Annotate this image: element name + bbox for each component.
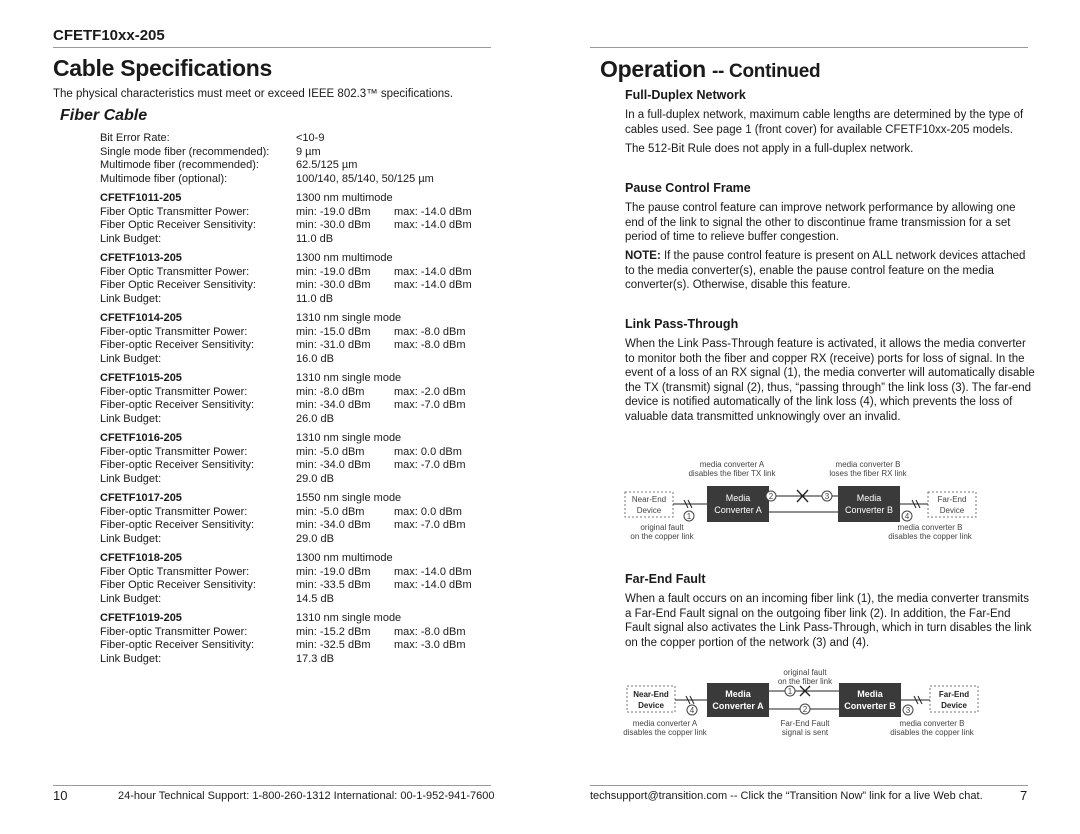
model-header-row bbox=[100, 612, 472, 626]
d1-far-end-1: Far-End bbox=[937, 495, 967, 504]
general-spec-row bbox=[100, 132, 472, 146]
d2-bot-a-1: media converter A bbox=[632, 719, 698, 728]
spec-min: 16.0 dB bbox=[296, 352, 334, 365]
model-spec-row bbox=[100, 326, 472, 340]
spec-max: max: -14.0 dBm bbox=[394, 579, 472, 591]
model-spec-group bbox=[100, 372, 472, 426]
general-spec-row bbox=[100, 146, 472, 160]
model-name: CFETF1011-205 bbox=[100, 192, 182, 204]
footer-divider-left bbox=[53, 785, 491, 786]
intro-text: The physical characteristics must meet or exceed IEEE 802.3™ specifications. bbox=[53, 88, 454, 100]
model-spec-row bbox=[100, 279, 472, 293]
d1-top-b-2: loses the fiber RX link bbox=[829, 469, 907, 478]
operation-title-suffix: -- Continued bbox=[712, 61, 821, 82]
spec-label: Fiber-optic Receiver Sensitivity: bbox=[100, 459, 255, 471]
spec-min: min: -33.5 dBm bbox=[296, 579, 371, 591]
spec-max: max: -7.0 dBm bbox=[394, 519, 466, 531]
spec-max: max: -8.0 dBm bbox=[394, 339, 466, 351]
model-type: 1310 nm single mode bbox=[296, 432, 402, 444]
spec-min: min: -30.0 dBm bbox=[296, 279, 371, 291]
spec-label: Link Budget: bbox=[100, 532, 162, 545]
model-name: CFETF1018-205 bbox=[100, 552, 182, 564]
spec-label: Fiber-optic Receiver Sensitivity: bbox=[100, 339, 255, 351]
spec-label: Link Budget: bbox=[100, 292, 162, 305]
model-spec-group bbox=[100, 552, 472, 606]
model-spec-row bbox=[100, 459, 472, 473]
model-spec-group bbox=[100, 432, 472, 486]
spec-min: min: -31.0 dBm bbox=[296, 339, 371, 351]
general-spec-row bbox=[100, 159, 472, 173]
spec-label: Fiber-optic Receiver Sensitivity: bbox=[100, 399, 255, 411]
model-type: 1310 nm single mode bbox=[296, 372, 402, 384]
d1-top-b-1: media converter B bbox=[835, 460, 901, 469]
model-header-row bbox=[100, 432, 472, 446]
section-title: Fiber Cable bbox=[60, 107, 148, 124]
spec-min: min: -5.0 dBm bbox=[296, 445, 365, 458]
spec-min: min: -19.0 dBm bbox=[296, 205, 371, 218]
spec-min: 29.0 dB bbox=[296, 472, 334, 485]
link-pass-through-diagram bbox=[620, 458, 985, 544]
spec-max: max: -14.0 dBm bbox=[394, 279, 472, 291]
page-number-left: 10 bbox=[53, 788, 68, 803]
spec-max: max: -14.0 dBm bbox=[394, 205, 472, 218]
d1-num1: 1 bbox=[686, 512, 692, 521]
model-name: CFETF1016-205 bbox=[100, 432, 182, 444]
d2-conv-b-1: Media bbox=[857, 689, 883, 699]
model-header-row bbox=[100, 372, 472, 386]
d1-converter-b bbox=[838, 486, 900, 522]
d1-num4: 4 bbox=[904, 512, 910, 521]
model-code: CFETF10xx-205 bbox=[53, 27, 165, 44]
d2-bot-mid-2: signal is sent bbox=[781, 728, 829, 737]
spec-min: 26.0 dB bbox=[296, 412, 334, 425]
model-type: 1300 nm multimode bbox=[296, 192, 393, 204]
spec-min: 17.3 dB bbox=[296, 652, 334, 665]
d1-conv-a-1: Media bbox=[725, 493, 751, 503]
d2-num2: 2 bbox=[802, 705, 808, 714]
spec-min: min: -15.2 dBm bbox=[296, 625, 371, 638]
model-spec-row bbox=[100, 413, 472, 427]
model-type: 1300 nm multimode bbox=[296, 252, 393, 264]
spec-label: Multimode fiber (recommended): bbox=[100, 159, 259, 171]
model-specs bbox=[100, 192, 472, 666]
pc-heading: Pause Control Frame bbox=[625, 181, 751, 195]
operation-title bbox=[600, 56, 820, 83]
model-name: CFETF1013-205 bbox=[100, 252, 182, 264]
d1-conv-b-2: Converter B bbox=[844, 505, 894, 515]
spec-label: Link Budget: bbox=[100, 652, 162, 665]
model-spec-row bbox=[100, 593, 472, 607]
model-spec-row bbox=[100, 353, 472, 367]
model-name: CFETF1017-205 bbox=[100, 492, 182, 504]
model-spec-group bbox=[100, 492, 472, 546]
page-title: Cable Specifications bbox=[53, 55, 272, 81]
spec-label: Link Budget: bbox=[100, 472, 162, 485]
model-spec-row bbox=[100, 386, 472, 400]
fd-heading: Full-Duplex Network bbox=[625, 88, 746, 102]
d1-converter-a bbox=[707, 486, 769, 522]
operation-title-main: Operation bbox=[600, 56, 706, 82]
model-name: CFETF1015-205 bbox=[100, 372, 182, 384]
spec-min: 11.0 dB bbox=[296, 232, 334, 245]
model-header-row bbox=[100, 552, 472, 566]
d2-bot-a-2: disables the copper link bbox=[623, 728, 707, 737]
spec-label: Multimode fiber (optional): bbox=[100, 172, 228, 185]
model-header-row bbox=[100, 492, 472, 506]
spec-label: Fiber-optic Transmitter Power: bbox=[100, 625, 248, 638]
d1-bot-b-1: media converter B bbox=[897, 523, 963, 532]
model-spec-row bbox=[100, 626, 472, 640]
model-spec-row bbox=[100, 533, 472, 547]
general-spec-row bbox=[100, 173, 472, 187]
d2-conv-a-2: Converter A bbox=[712, 701, 764, 711]
d2-conv-b-2: Converter B bbox=[844, 701, 896, 711]
model-type: 1310 nm single mode bbox=[296, 612, 402, 624]
model-header-row bbox=[100, 192, 472, 206]
spec-min: 29.0 dB bbox=[296, 532, 334, 545]
spec-label: Link Budget: bbox=[100, 592, 162, 605]
d1-bot-b-2: disables the copper link bbox=[888, 532, 972, 541]
spec-min: min: -5.0 dBm bbox=[296, 505, 365, 518]
pc-paragraph: The pause control feature can improve network performance by allowing one end of the link to signal the other to discontinue frame transmission for a set period of time to relieve buffer congestion. bbox=[625, 202, 1016, 244]
spec-label: Fiber-optic Transmitter Power: bbox=[100, 325, 248, 338]
lp-paragraph: When the Link Pass-Through feature is activated, it allows the media converter to monitor both the fiber and copper RX (receive) ports for loss of signal. In the event of a loss of an RX signal (1), the media converter will automatically disable the TX (transmit) signal (2), thus, “passing through” the link loss (3). The far-end device is notified automatically of the link loss (4), which prevents the loss of valuable data transmitted unknowingly over an invalid. bbox=[625, 338, 1035, 423]
d1-near-end-2: Device bbox=[636, 506, 662, 515]
spec-value: 62.5/125 µm bbox=[296, 159, 358, 171]
model-spec-row bbox=[100, 206, 472, 220]
d1-top-a-1: media converter A bbox=[699, 460, 765, 469]
model-spec-row bbox=[100, 446, 472, 460]
pc-note-text: If the pause control feature is present on ALL network devices attached to the media converter(s), enable the pause control feature on the media converter(s). Otherwise, disable this feature. bbox=[625, 250, 1026, 292]
spec-max: max: -7.0 dBm bbox=[394, 399, 466, 411]
spec-min: min: -34.0 dBm bbox=[296, 519, 371, 531]
spec-label: Fiber Optic Receiver Sensitivity: bbox=[100, 579, 256, 591]
d2-near-end-1: Near-End bbox=[633, 690, 669, 699]
far-end-fault-diagram bbox=[620, 667, 985, 741]
model-type: 1300 nm multimode bbox=[296, 552, 393, 564]
spec-label: Link Budget: bbox=[100, 412, 162, 425]
spec-value: <10-9 bbox=[296, 132, 325, 144]
d1-conv-b-1: Media bbox=[856, 493, 882, 503]
model-spec-row bbox=[100, 266, 472, 280]
spec-label: Fiber Optic Receiver Sensitivity: bbox=[100, 219, 256, 231]
model-spec-row bbox=[100, 519, 472, 533]
d2-bot-mid-1: Far-End Fault bbox=[780, 719, 830, 728]
fd-note: The 512-Bit Rule does not apply in a full-duplex network. bbox=[625, 143, 914, 155]
d2-near-end-2: Device bbox=[638, 701, 664, 710]
d2-num3: 3 bbox=[905, 706, 911, 715]
spec-min: min: -34.0 dBm bbox=[296, 459, 371, 471]
spec-label: Single mode fiber (recommended): bbox=[100, 145, 270, 158]
model-spec-row bbox=[100, 506, 472, 520]
spec-label: Fiber-optic Transmitter Power: bbox=[100, 385, 248, 398]
spec-label: Fiber Optic Transmitter Power: bbox=[100, 565, 250, 578]
spec-label: Fiber Optic Transmitter Power: bbox=[100, 205, 250, 218]
page-number-right: 7 bbox=[1020, 788, 1028, 803]
d2-far-end-2: Device bbox=[941, 701, 967, 710]
d2-far-end-1: Far-End bbox=[938, 690, 970, 699]
d1-bot-a-1: original fault bbox=[640, 523, 684, 532]
spec-min: min: -19.0 dBm bbox=[296, 265, 371, 278]
fd-paragraph: In a full-duplex network, maximum cable lengths are determined by the type of cables used. See page 1 (front cover) for available CFETF10xx-205 models. bbox=[625, 109, 1024, 136]
spec-max: max: -14.0 dBm bbox=[394, 565, 472, 578]
model-spec-row bbox=[100, 473, 472, 487]
d1-far-end-2: Device bbox=[939, 506, 965, 515]
d1-bot-a-2: on the copper link bbox=[630, 532, 694, 541]
footer-support: 24-hour Technical Support: 1-800-260-1312 International: 00-1-952-941-7600 bbox=[118, 790, 495, 802]
d1-num2: 2 bbox=[768, 492, 774, 501]
model-spec-row bbox=[100, 339, 472, 353]
spec-max: max: -8.0 dBm bbox=[394, 625, 466, 638]
model-spec-row bbox=[100, 293, 472, 307]
d2-num4: 4 bbox=[689, 706, 695, 715]
d2-top-mid-2: on the fiber link bbox=[777, 677, 833, 686]
model-spec-row bbox=[100, 579, 472, 593]
model-spec-group bbox=[100, 312, 472, 366]
spec-label: Fiber-optic Receiver Sensitivity: bbox=[100, 639, 255, 651]
pc-note bbox=[625, 249, 1035, 293]
model-name: CFETF1014-205 bbox=[100, 312, 182, 324]
model-spec-row bbox=[100, 233, 472, 247]
d2-bot-b-1: media converter B bbox=[899, 719, 965, 728]
d2-num1: 1 bbox=[787, 687, 793, 696]
spec-label: Bit Error Rate: bbox=[100, 132, 170, 144]
model-spec-row bbox=[100, 653, 472, 667]
model-spec-group bbox=[100, 192, 472, 246]
spec-label: Fiber Optic Transmitter Power: bbox=[100, 265, 250, 278]
header-divider bbox=[53, 47, 491, 48]
spec-label: Link Budget: bbox=[100, 352, 162, 365]
fe-paragraph: When a fault occurs on an incoming fiber link (1), the media converter transmits a Far-End Fault signal on the outgoing fiber link (2). In addition, the Far-End Fault signal also activates the Link Pass-Through, which in turn disables the link on the copper portion of the network (3) and (4). bbox=[625, 593, 1032, 649]
d1-num3: 3 bbox=[824, 492, 830, 501]
spec-max: max: -2.0 dBm bbox=[394, 385, 466, 398]
spec-table bbox=[100, 132, 472, 672]
spec-label: Fiber Optic Receiver Sensitivity: bbox=[100, 279, 256, 291]
footer-web-chat: techsupport@transition.com -- Click the “Transition Now” link for a live Web chat. bbox=[590, 790, 983, 802]
spec-label: Fiber-optic Transmitter Power: bbox=[100, 445, 248, 458]
spec-label: Fiber-optic Receiver Sensitivity: bbox=[100, 519, 255, 531]
d1-conv-a-2: Converter A bbox=[714, 505, 762, 515]
pc-note-label: NOTE: bbox=[625, 250, 661, 262]
spec-max: max: -3.0 dBm bbox=[394, 639, 466, 651]
spec-min: min: -34.0 dBm bbox=[296, 399, 371, 411]
spec-min: min: -30.0 dBm bbox=[296, 219, 371, 231]
d2-conv-a-1: Media bbox=[725, 689, 751, 699]
model-type: 1310 nm single mode bbox=[296, 312, 402, 324]
spec-min: min: -19.0 dBm bbox=[296, 565, 371, 578]
spec-max: max: 0.0 dBm bbox=[394, 505, 462, 518]
spec-value: 9 µm bbox=[296, 145, 321, 158]
spec-min: min: -32.5 dBm bbox=[296, 639, 371, 651]
model-name: CFETF1019-205 bbox=[100, 612, 182, 624]
model-spec-row bbox=[100, 566, 472, 580]
spec-max: max: -14.0 dBm bbox=[394, 219, 472, 231]
model-spec-row bbox=[100, 219, 472, 233]
spec-min: 14.5 dB bbox=[296, 592, 334, 605]
spec-value: 100/140, 85/140, 50/125 µm bbox=[296, 172, 434, 185]
general-specs bbox=[100, 132, 472, 186]
model-header-row bbox=[100, 312, 472, 326]
spec-label: Fiber-optic Transmitter Power: bbox=[100, 505, 248, 518]
model-spec-group bbox=[100, 252, 472, 306]
d2-top-mid-1: original fault bbox=[783, 668, 827, 677]
d1-top-a-2: disables the fiber TX link bbox=[688, 469, 776, 478]
d1-near-end-1: Near-End bbox=[631, 495, 667, 504]
header-divider-right bbox=[590, 47, 1028, 48]
model-spec-row bbox=[100, 639, 472, 653]
lp-heading: Link Pass-Through bbox=[625, 317, 739, 331]
model-spec-row bbox=[100, 399, 472, 413]
model-type: 1550 nm single mode bbox=[296, 492, 402, 504]
spec-max: max: -8.0 dBm bbox=[394, 325, 466, 338]
model-header-row bbox=[100, 252, 472, 266]
footer-divider-right bbox=[590, 785, 1028, 786]
fe-heading: Far-End Fault bbox=[625, 572, 706, 586]
spec-max: max: -14.0 dBm bbox=[394, 265, 472, 278]
spec-min: min: -8.0 dBm bbox=[296, 385, 365, 398]
spec-label: Link Budget: bbox=[100, 232, 162, 245]
model-spec-group bbox=[100, 612, 472, 666]
spec-min: 11.0 dB bbox=[296, 292, 334, 305]
d2-bot-b-2: disables the copper link bbox=[890, 728, 974, 737]
spec-min: min: -15.0 dBm bbox=[296, 325, 371, 338]
spec-max: max: -7.0 dBm bbox=[394, 459, 466, 471]
spec-max: max: 0.0 dBm bbox=[394, 445, 462, 458]
